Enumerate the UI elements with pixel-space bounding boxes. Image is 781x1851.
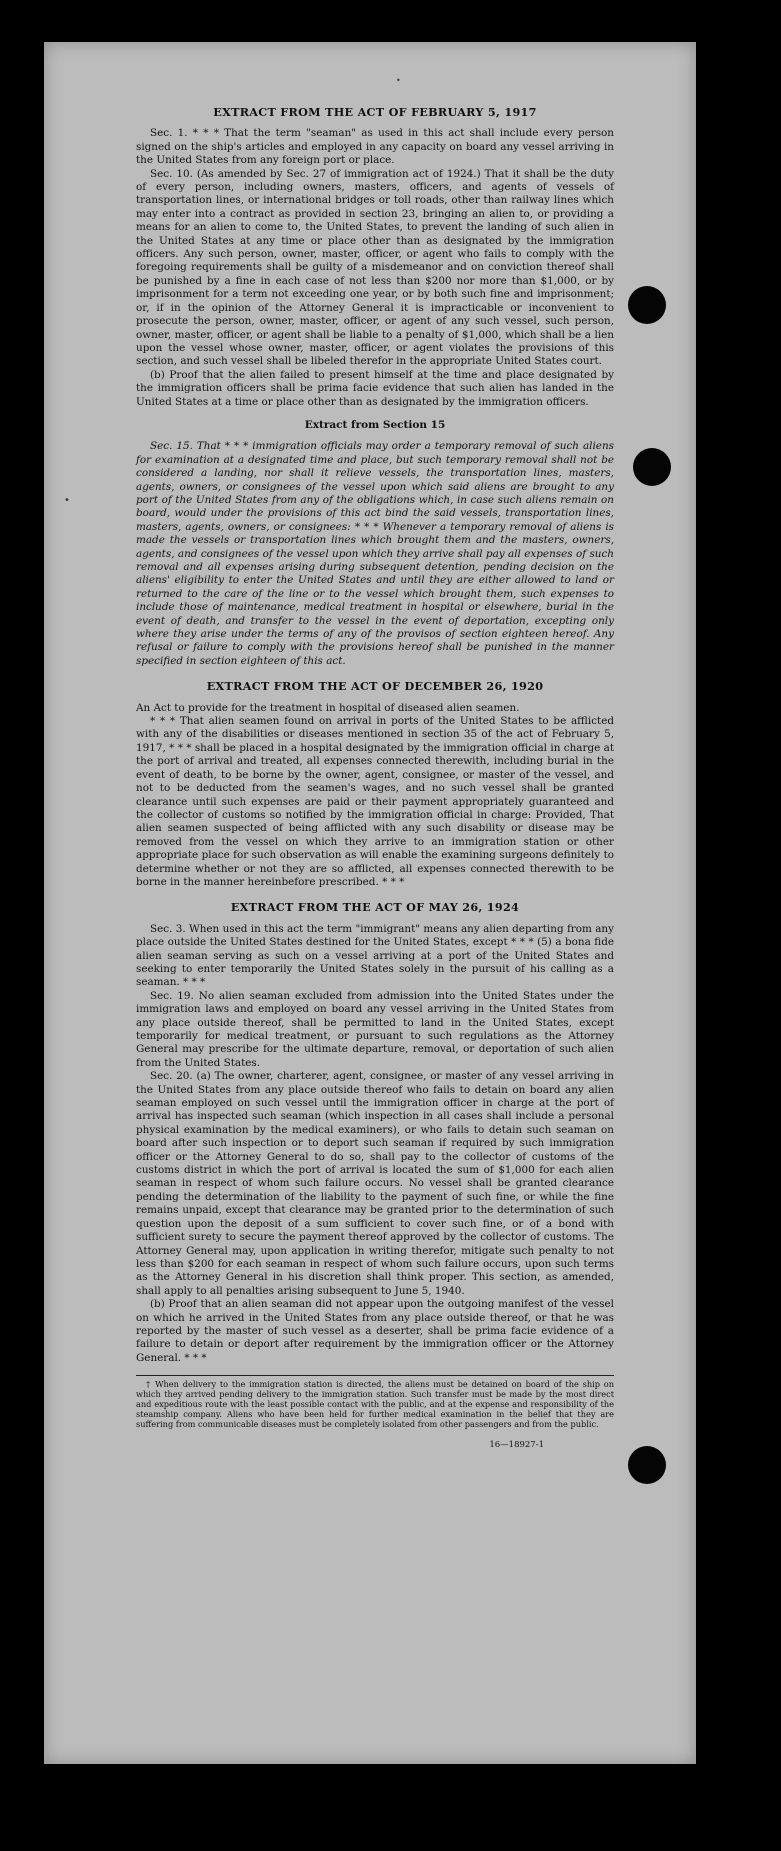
scanned-document-page: [44, 42, 696, 1764]
paragraph: Sec. 3. When used in this act the term "immigrant" means any alien departing from any place outside the United States destined for the United States, except * * * (5) a bona fide alien seaman serving as such on a vessel arriving at a port of the United States and seeking to enter temporarily the United States solely in the pursuit of his calling as a seaman. * * *: [136, 922, 614, 989]
paragraph: Sec. 19. No alien seaman excluded from admission into the United States under the immigration laws and employed on board any vessel arriving in the United States from any place outside thereof, shall be permitted to land in the United States, except temporarily for medical treatment, or pursuant to such regulations as the Attorney General may prescribe for the ultimate departure, removal, or deportation of such alien from the United States.: [136, 989, 614, 1069]
punch-hole: [633, 448, 671, 486]
punch-hole: [628, 286, 666, 324]
section-act-may-1924: [136, 901, 614, 1365]
section-act-dec-1920: [136, 680, 614, 889]
paragraph: Sec. 10. (As amended by Sec. 27 of immigration act of 1924.) That it shall be the duty of every person, including owners, masters, officers, and agents of vessels of transportation lines, or international bridges or toll roads, other than railway lines which may enter into a contract as provided in section 23, bringing an alien to, or providing a means for an alien to come to, the United States, to prevent the landing of such alien in the United States at any time or place other than as designated by the immigration officers. Any such person, owner, master, officer, or agent who fails to comply with the foregoing requirements shall be guilty of a misdemeanor and on conviction thereof shall be punished by a fine in each case of not less than $200 nor more than $1,000, or by imprisonment for a term not exceeding one year, or by both such fine and imprisonment; or, if in the opinion of the Attorney General it is impracticable or inconvenient to prosecute the person, owner, master, officer, or agent of any such vessel, such person, owner, master, officer, or agent shall be liable to a penalty of $1,000, which shall be a lien upon the vessel whose owner, master, officer, or agent violates the provisions of this section, and such vessel shall be libeled therefor in the appropriate United States court.: [136, 167, 614, 368]
section-heading: EXTRACT FROM THE ACT OF FEBRUARY 5, 1917: [213, 105, 537, 119]
document-body: [136, 106, 614, 1453]
paragraph: An Act to provide for the treatment in hospital of diseased alien seamen.: [136, 701, 520, 714]
form-number: 16—18927-1: [489, 1440, 544, 1451]
paragraph: Sec. 1. * * * That the term "seaman" as used in this act shall include every person signed on the ship's articles and employed in any capacity on board any vessel arriving in the United States from any foreign port or place.: [136, 127, 614, 167]
section-extract-15: [136, 419, 614, 668]
scan-speck: •: [396, 76, 401, 85]
section-heading: EXTRACT FROM THE ACT OF DECEMBER 26, 1920: [206, 679, 544, 694]
footnote: † When delivery to the immigration station is directed, the aliens must be detained on board of the ship on which they arrived pending delivery to the immigration station. Such transfer must be made by the most direct and expeditious route with the least possible contact with the public, and at the expense and responsibility of the steamship company. Aliens who have been held for further medical examination in the belief that they are suffering from communicable diseases must be completely isolated from other passengers and from the public.: [136, 1375, 614, 1429]
section-act-feb-1917: [136, 106, 614, 409]
paragraph: Sec. 15. That * * * immigration officials may order a temporary removal of such aliens for examination at a designated time and place, but such temporary removal shall not be considered a landing, nor shall it relieve vessels, the transportation lines, masters, agents, owners, or consignees of the vessel upon which said aliens are brought to any port of the United States from any of the obligations which, in case such aliens remain on board, would under the provisions of this act bind the said vessels, transportation lines, masters, agents, owners, or consignees: * * * Whenever a temporary removal of aliens is made the vessels or transportation lines which brought them and the masters, owners, agents, and consignees of the vessel upon which they arrive shall pay all expenses of such removal and all expenses arising during subsequent detention, pending decision on the aliens' eligibility to enter the United States and until they are either allowed to land or returned to the care of the line or to the vessel which brought them, such expenses to include those of maintenance, medical treatment in hospital or elsewhere, burial in the event of death, and transfer to the vessel in the event of deportation, excepting only where they arise under the terms of any of the provisos of section eighteen hereof. Any refusal or failure to comply with the provisions hereof shall be punished in the manner specified in section eighteen of this act.: [136, 440, 614, 667]
paragraph: * * * That alien seamen found on arrival in ports of the United States to be afflicted with any of the disabilities or diseases mentioned in section 35 of the act of February 5, 1917, * * * shall be placed in a hospital designated by the immigration official in charge at the port of arrival and treated, all expenses connected therewith, including burial in the event of death, to be borne by the owner, agent, consignee, or master of the vessel, and not to be deducted from the seamen's wages, and no such vessel shall be granted clearance until such expenses are paid or their payment appropriately guaranteed and the collector of customs so notified by the immigration official in charge: Provided, That alien seamen suspected of being afflicted with any such disability or disease may be removed from the vessel on which they arrive to an immigration station or other appropriate place for such observation as will enable the examining surgeons definitely to determine whether or not they are so afflicted, all expenses connected therewith to be borne in the manner hereinbefore prescribed. * * *: [136, 715, 614, 888]
section-heading: EXTRACT FROM THE ACT OF MAY 26, 1924: [230, 900, 520, 915]
punch-hole: [628, 1446, 666, 1484]
paragraph: (b) Proof that the alien failed to present himself at the time and place designated by the immigration officers shall be prima facie evidence that such alien has landed in the United States at a time or place other than as designated by the immigration officers.: [136, 368, 614, 408]
section-subheading: Extract from Section 15: [304, 418, 446, 431]
paragraph: Sec. 20. (a) The owner, charterer, agent, consignee, or master of any vessel arriving in the United States from any place outside thereof who fails to detain on board any alien seaman employed on such vessel until the immigration officer in charge at the port of arrival has inspected such seaman (which inspection in all cases shall include a personal physical examination by the medical examiners), or who fails to detain such seaman on board after such inspection or to deport such seaman if required by such immigration officer or the Attorney General to do so, shall pay to the collector of customs of the customs district in which the port of arrival is located the sum of $1,000 for each alien seaman in respect of whom such failure occurs. No vessel shall be granted clearance pending the determination of the liability to the payment of such fine, or while the fine remains unpaid, except that clearance may be granted prior to the determination of such question upon the deposit of a sum sufficient to cover such fine, or of a bond with sufficient surety to secure the payment thereof approved by the collector of customs. The Attorney General may, upon application in writing therefor, mitigate such penalty to not less than $200 for each seaman in respect of whom such failure occurs, upon such terms as the Attorney General in his discretion shall think proper. This section, as amended, shall apply to all penalties arising subsequent to June 5, 1940.: [136, 1070, 614, 1297]
paragraph: (b) Proof that an alien seaman did not appear upon the outgoing manifest of the vessel on which he arrived in the United States from any place outside thereof, or that he was reported by the master of such vessel as a deserter, shall be prima facie evidence of a failure to detain or deport after requirement by the immigration officer or the Attorney General. * * *: [136, 1298, 614, 1364]
scan-speck: •: [64, 495, 70, 506]
